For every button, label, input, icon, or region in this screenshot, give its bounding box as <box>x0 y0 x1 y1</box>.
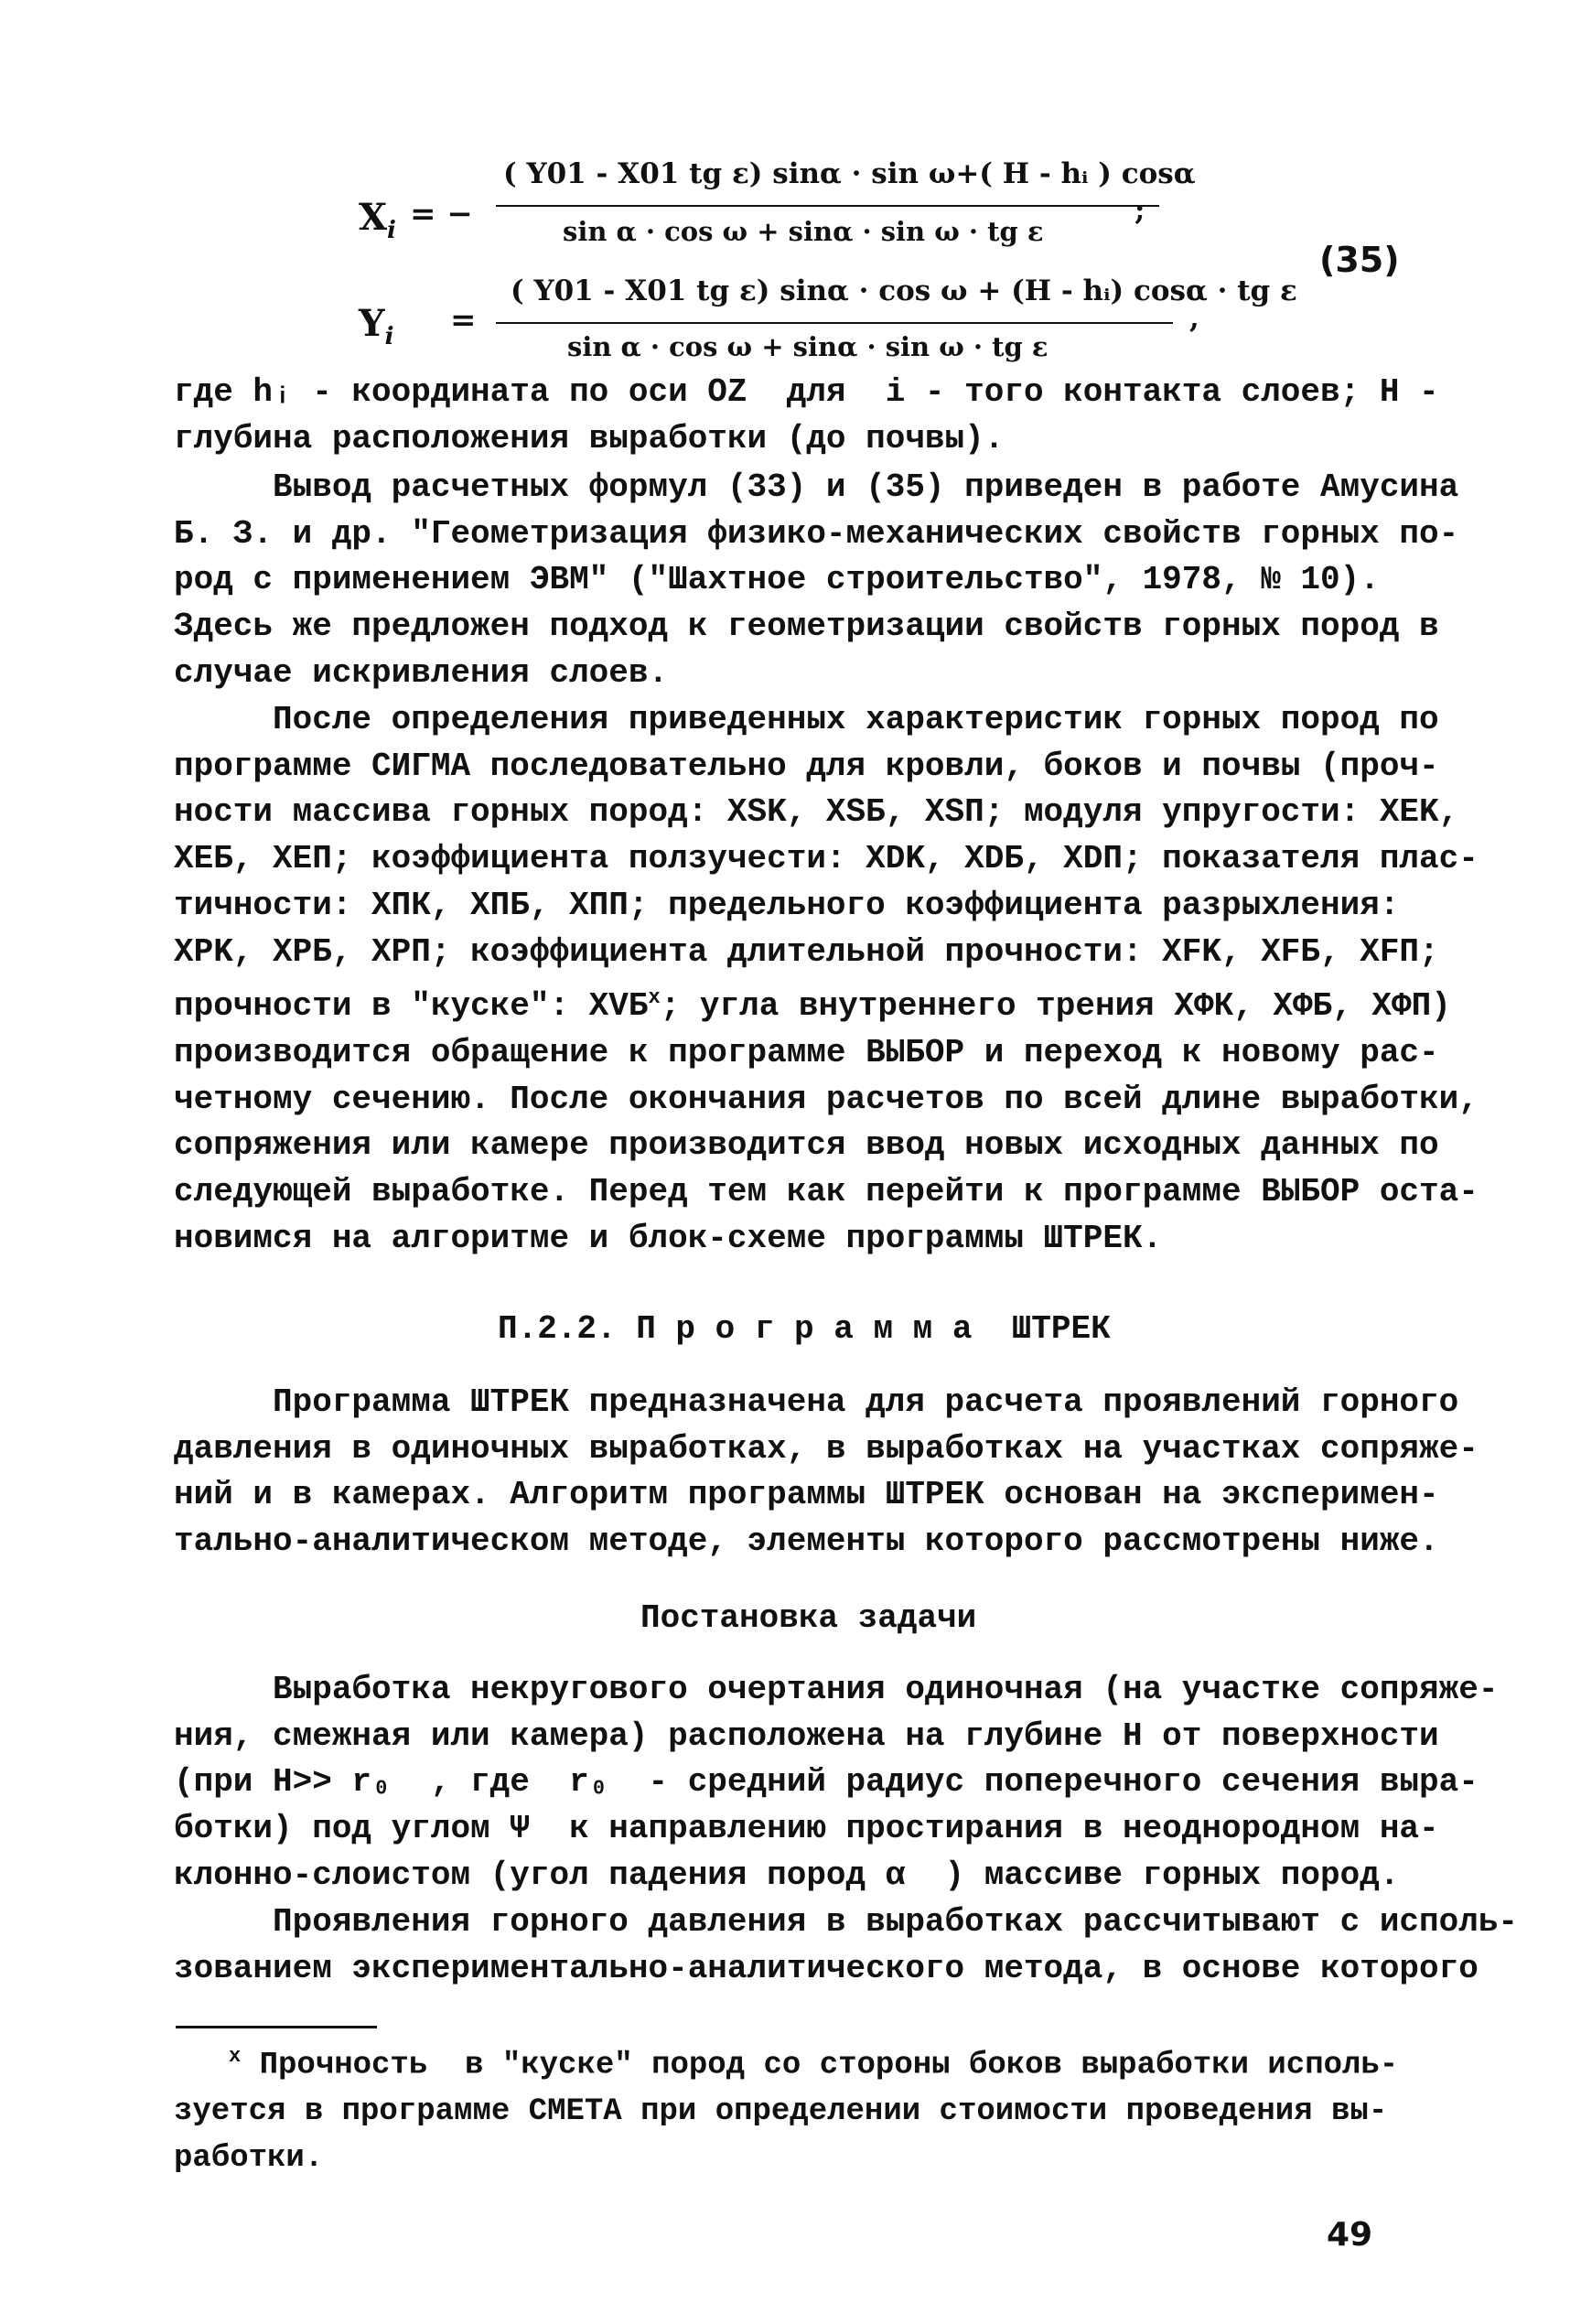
paragraph-characteristics: После определения приведенных характеристик горных пород по программе СИГМА последовательно для кровли, боков и почвы (проч- ности массива горных пород: XSK, XSБ, XSП; модуля упругости: XEK, XEБ, XEП; коэффициента ползучести: XDK, XDБ, XDП; показателя плас- тичности: XПК, XПБ, XПП; предельного коэффициента разрыхления: XPK, XPБ, XPП; коэффициента длительной прочности: XFK, XFБ, XFП; прочности в "куске": XVБ$^x$; угла внутреннего трения XФК, XФБ, XФП) производится обращение к программе ВЫБОР и переход к новому рас- четному сечению. После окончания расчетов по всей длине выработки, сопряжения или камере производится ввод новых исходных данных по следующей выработке. Перед тем как перейти к программе ВЫБОР оста- новимся на алгоритме и блок-схеме программы ШТРЕК. <box>174 701 1479 1257</box>
paragraph-problem-setup: Выработка некругового очертания одиночная (на участке сопряже- ния, смежная или камера) расположена на глубине H от поверхности (при H>> r₀ , где r₀ - средний радиус поперечного сечения выра- ботки) под углом Ψ к направлению простирания в неоднородном на- клонно-слоистом (угол падения пород α ) массиве горных пород. <box>174 1671 1499 1894</box>
formula-x-numerator: ( Y01 - X01 tg ε) sinα · sin ω+( H - hᵢ ) cosα <box>503 157 1196 190</box>
formula-x-eq: = − <box>410 196 473 232</box>
section-heading-program-shtrek: П.2.2. П р о г р а м м а ШТРЕК <box>498 1310 1111 1348</box>
formula-y-end: , <box>1189 302 1199 335</box>
formula-x-label: $X_i$ <box>359 196 396 244</box>
formula-y-fraction-line <box>496 322 1173 324</box>
paragraph-program-purpose: Программа ШТРЕК предназначена для расчета проявлений горного давления в одиночных выработках, в выработках на участках сопряже- ний и в камерах. Алгоритм программы ШТРЕК основан на эксперимен- тально-аналитическом методе, элементы которого рассмотрены ниже. <box>174 1383 1479 1561</box>
footnote-rule <box>176 2026 377 2028</box>
equation-number: (35) <box>1319 240 1400 280</box>
formula-x-fraction-line <box>496 205 1159 207</box>
paragraph-rock-pressure: Проявления горного давления в выработках рассчитывают с исполь- зованием экспериментально-аналитического метода, в основе которого <box>174 1903 1519 1987</box>
paragraph-derivation-reference: Вывод расчетных формул (33) и (35) приведен в работе Амусина Б. З. и др. "Геометризация физико-механических свойств горных по- род с применением ЭВМ" ("Шахтное строительство", 1978, № 10). Здесь же предложен подход к геометризации свойств горных пород в случае искривления слоев. <box>174 468 1459 692</box>
section-heading-problem-statement: Постановка задачи <box>640 1599 977 1637</box>
formula-y-eq: = <box>450 302 477 339</box>
paragraph-formula-explanation: где hᵢ - координата по оси OZ для i - того контакта слоев; H - глубина расположения выработки (до почвы). <box>174 373 1439 457</box>
formula-x-denominator: sin α · cos ω + sinα · sin ω · tg ε <box>563 216 1044 247</box>
footnote: $^x$ Прочность в "куске" пород со стороны боков выработки исполь- зуется в программе СМЕТА при определении стоимости проведения вы- работки. <box>174 2045 1399 2177</box>
formula-y-denominator: sin α · cos ω + sinα · sin ω · tg ε <box>567 331 1048 362</box>
formula-y-label: $Y_i$ <box>359 302 394 350</box>
formula-x-end: ; <box>1134 194 1145 227</box>
page-number: 49 <box>1327 2216 1373 2254</box>
formula-y-numerator: ( Y01 - X01 tg ε) sinα · cos ω + (H - hᵢ) cosα · tg ε <box>511 274 1297 307</box>
